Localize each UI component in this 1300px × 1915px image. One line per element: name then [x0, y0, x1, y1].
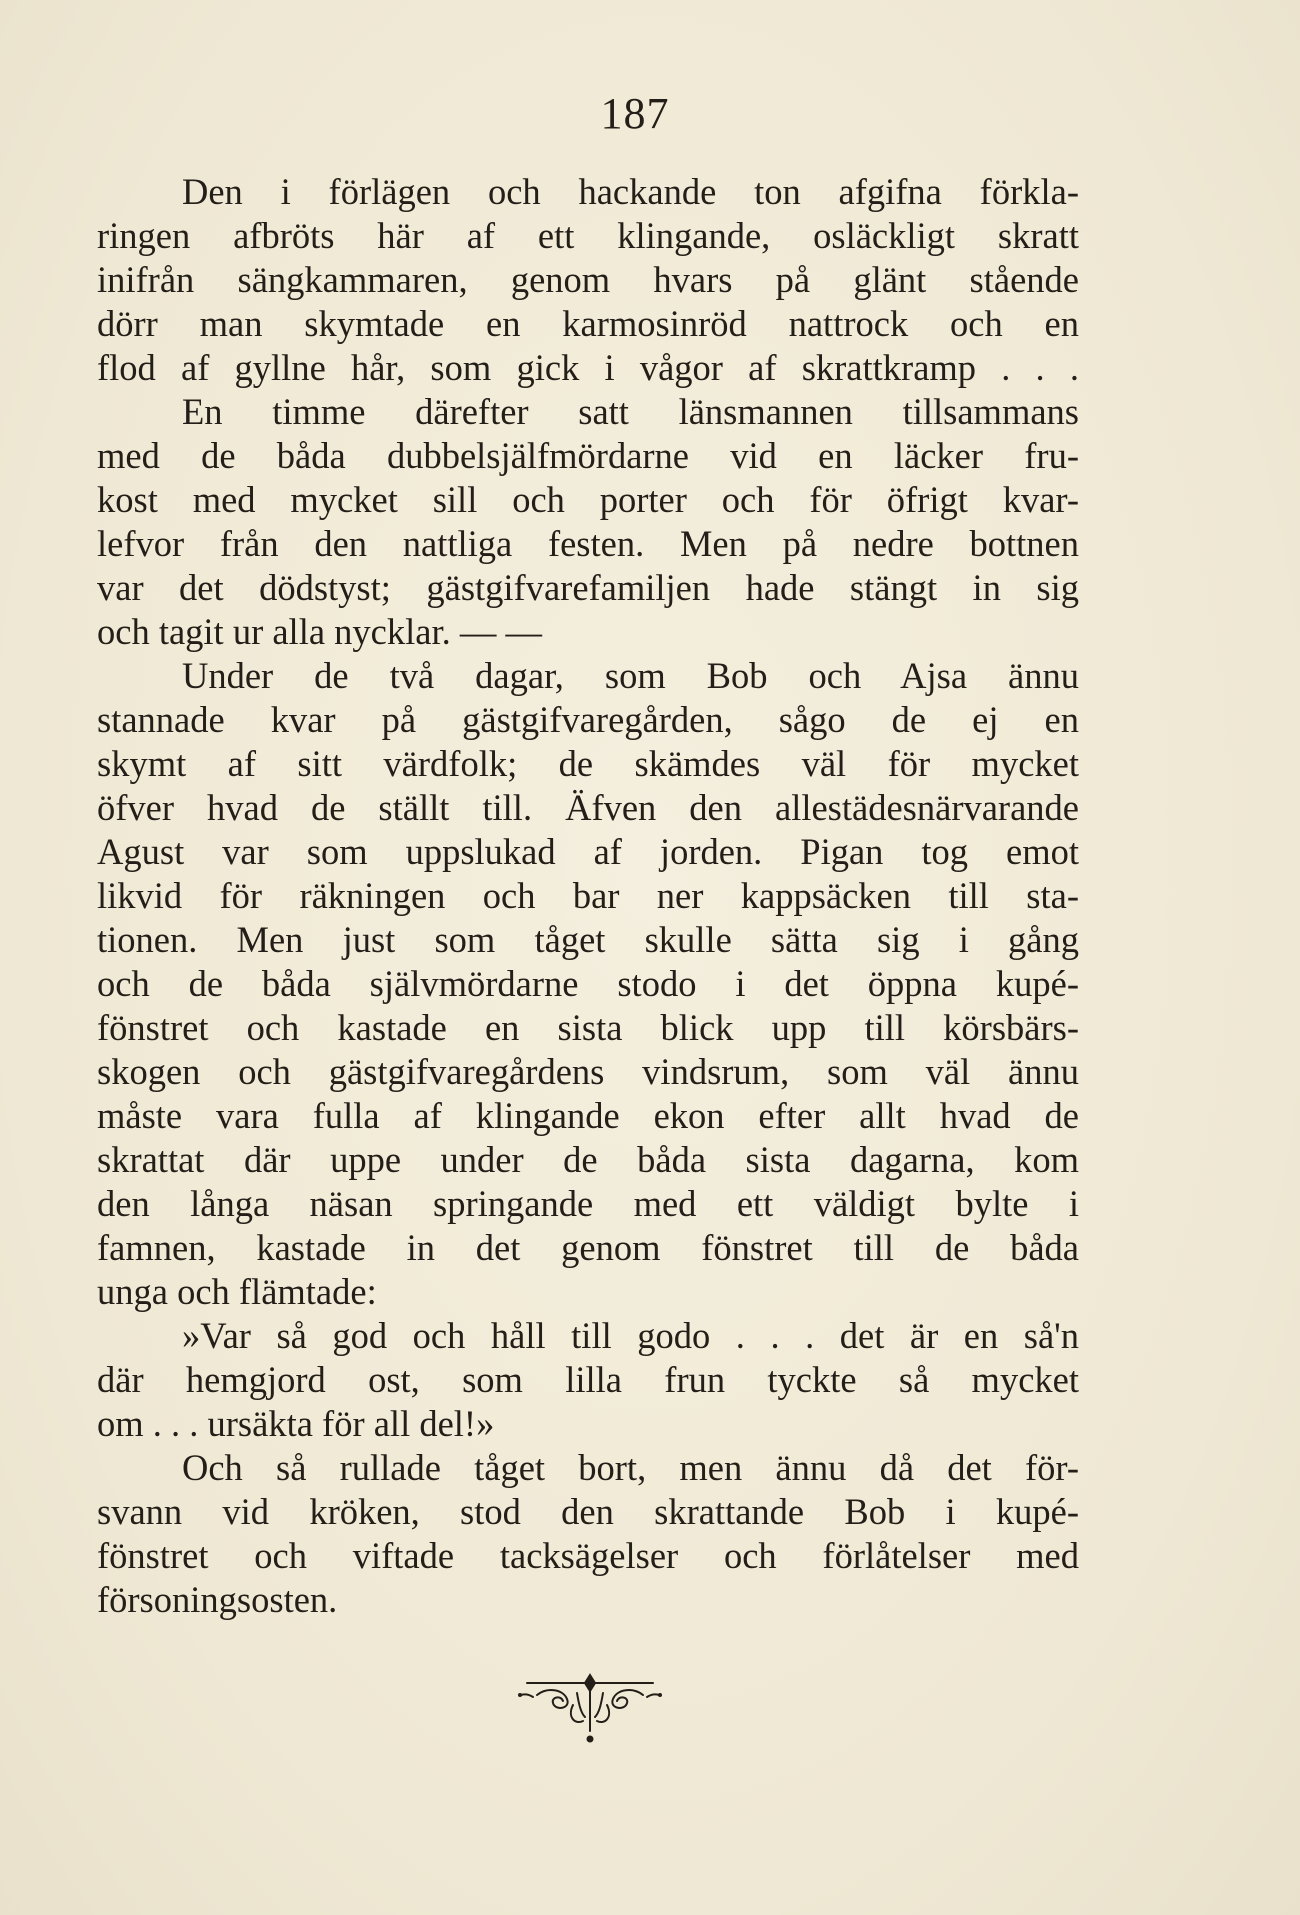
text-line: skogen och gästgifvaregårdens vindsrum, som väl ännu [97, 1051, 1079, 1092]
text-line: skrattat där uppe under de båda sista dagarna, kom [97, 1139, 1079, 1180]
text-line: svann vid kröken, stod den skrattande Bob i kupé- [97, 1491, 1079, 1532]
text-line: måste vara fulla af klingande ekon efter allt hvad de [97, 1095, 1079, 1136]
text-line: Agust var som uppslukad af jorden. Pigan tog emot [97, 831, 1079, 872]
text-line: fönstret och viftade tacksägelser och förlåtelser med [97, 1535, 1079, 1576]
text-line: om . . . ursäkta för all del!» [97, 1403, 495, 1444]
text-line: skymt af sitt värdfolk; de skämdes väl för mycket [97, 743, 1079, 784]
text-line: Den i förlägen och hackande ton afgifna förkla- [182, 171, 1079, 212]
text-line: inifrån sängkammaren, genom hvars på glänt stående [97, 259, 1079, 300]
text-line: lefvor från den nattliga festen. Men på nedre bottnen [97, 523, 1079, 564]
text-line: Under de två dagar, som Bob och Ajsa ännu [182, 655, 1079, 696]
text-line: fönstret och kastade en sista blick upp till körsbärs- [97, 1007, 1079, 1048]
body-text [97, 170, 1079, 1622]
page-number: 187 [600, 89, 670, 138]
text-line: »Var så god och håll till godo . . . det är en så'n [182, 1315, 1079, 1356]
text-line: stannade kvar på gästgifvaregården, sågo de ej en [97, 699, 1079, 740]
text-line: famnen, kastade in det genom fönstret till de båda [97, 1227, 1079, 1268]
text-line: ringen afbröts här af ett klingande, osläckligt skratt [97, 215, 1079, 256]
text-line: med de båda dubbelsjälfmördarne vid en läcker fru- [97, 435, 1079, 476]
text-line: tionen. Men just som tåget skulle sätta sig i gång [97, 919, 1079, 960]
text-line: unga och flämtade: [97, 1271, 377, 1312]
text-line: försoningsosten. [97, 1579, 338, 1620]
text-line: öfver hvad de ställt till. Äfven den allestädesnärvarande [97, 787, 1079, 828]
text-line: Och så rullade tåget bort, men ännu då det för- [182, 1447, 1079, 1488]
text-line: och de båda självmördarne stodo i det öppna kupé- [97, 963, 1079, 1004]
text-line: flod af gyllne hår, som gick i vågor af skrattkramp . . . [97, 347, 1079, 388]
text-line: likvid för räkningen och bar ner kappsäcken till sta- [97, 875, 1079, 916]
text-line: dörr man skymtade en karmosinröd nattrock och en [97, 303, 1079, 344]
decorative-flourish-icon [515, 1665, 665, 1750]
text-line: var det dödstyst; gästgifvarefamiljen hade stängt in sig [97, 567, 1079, 608]
text-line: och tagit ur alla nycklar. — — [97, 611, 542, 652]
text-line: där hemgjord ost, som lilla frun tyckte så mycket [97, 1359, 1079, 1400]
text-line: den långa näsan springande med ett väldigt bylte i [97, 1183, 1079, 1224]
text-line: En timme därefter satt länsmannen tillsammans [182, 391, 1079, 432]
text-line: kost med mycket sill och porter och för öfrigt kvar- [97, 479, 1079, 520]
